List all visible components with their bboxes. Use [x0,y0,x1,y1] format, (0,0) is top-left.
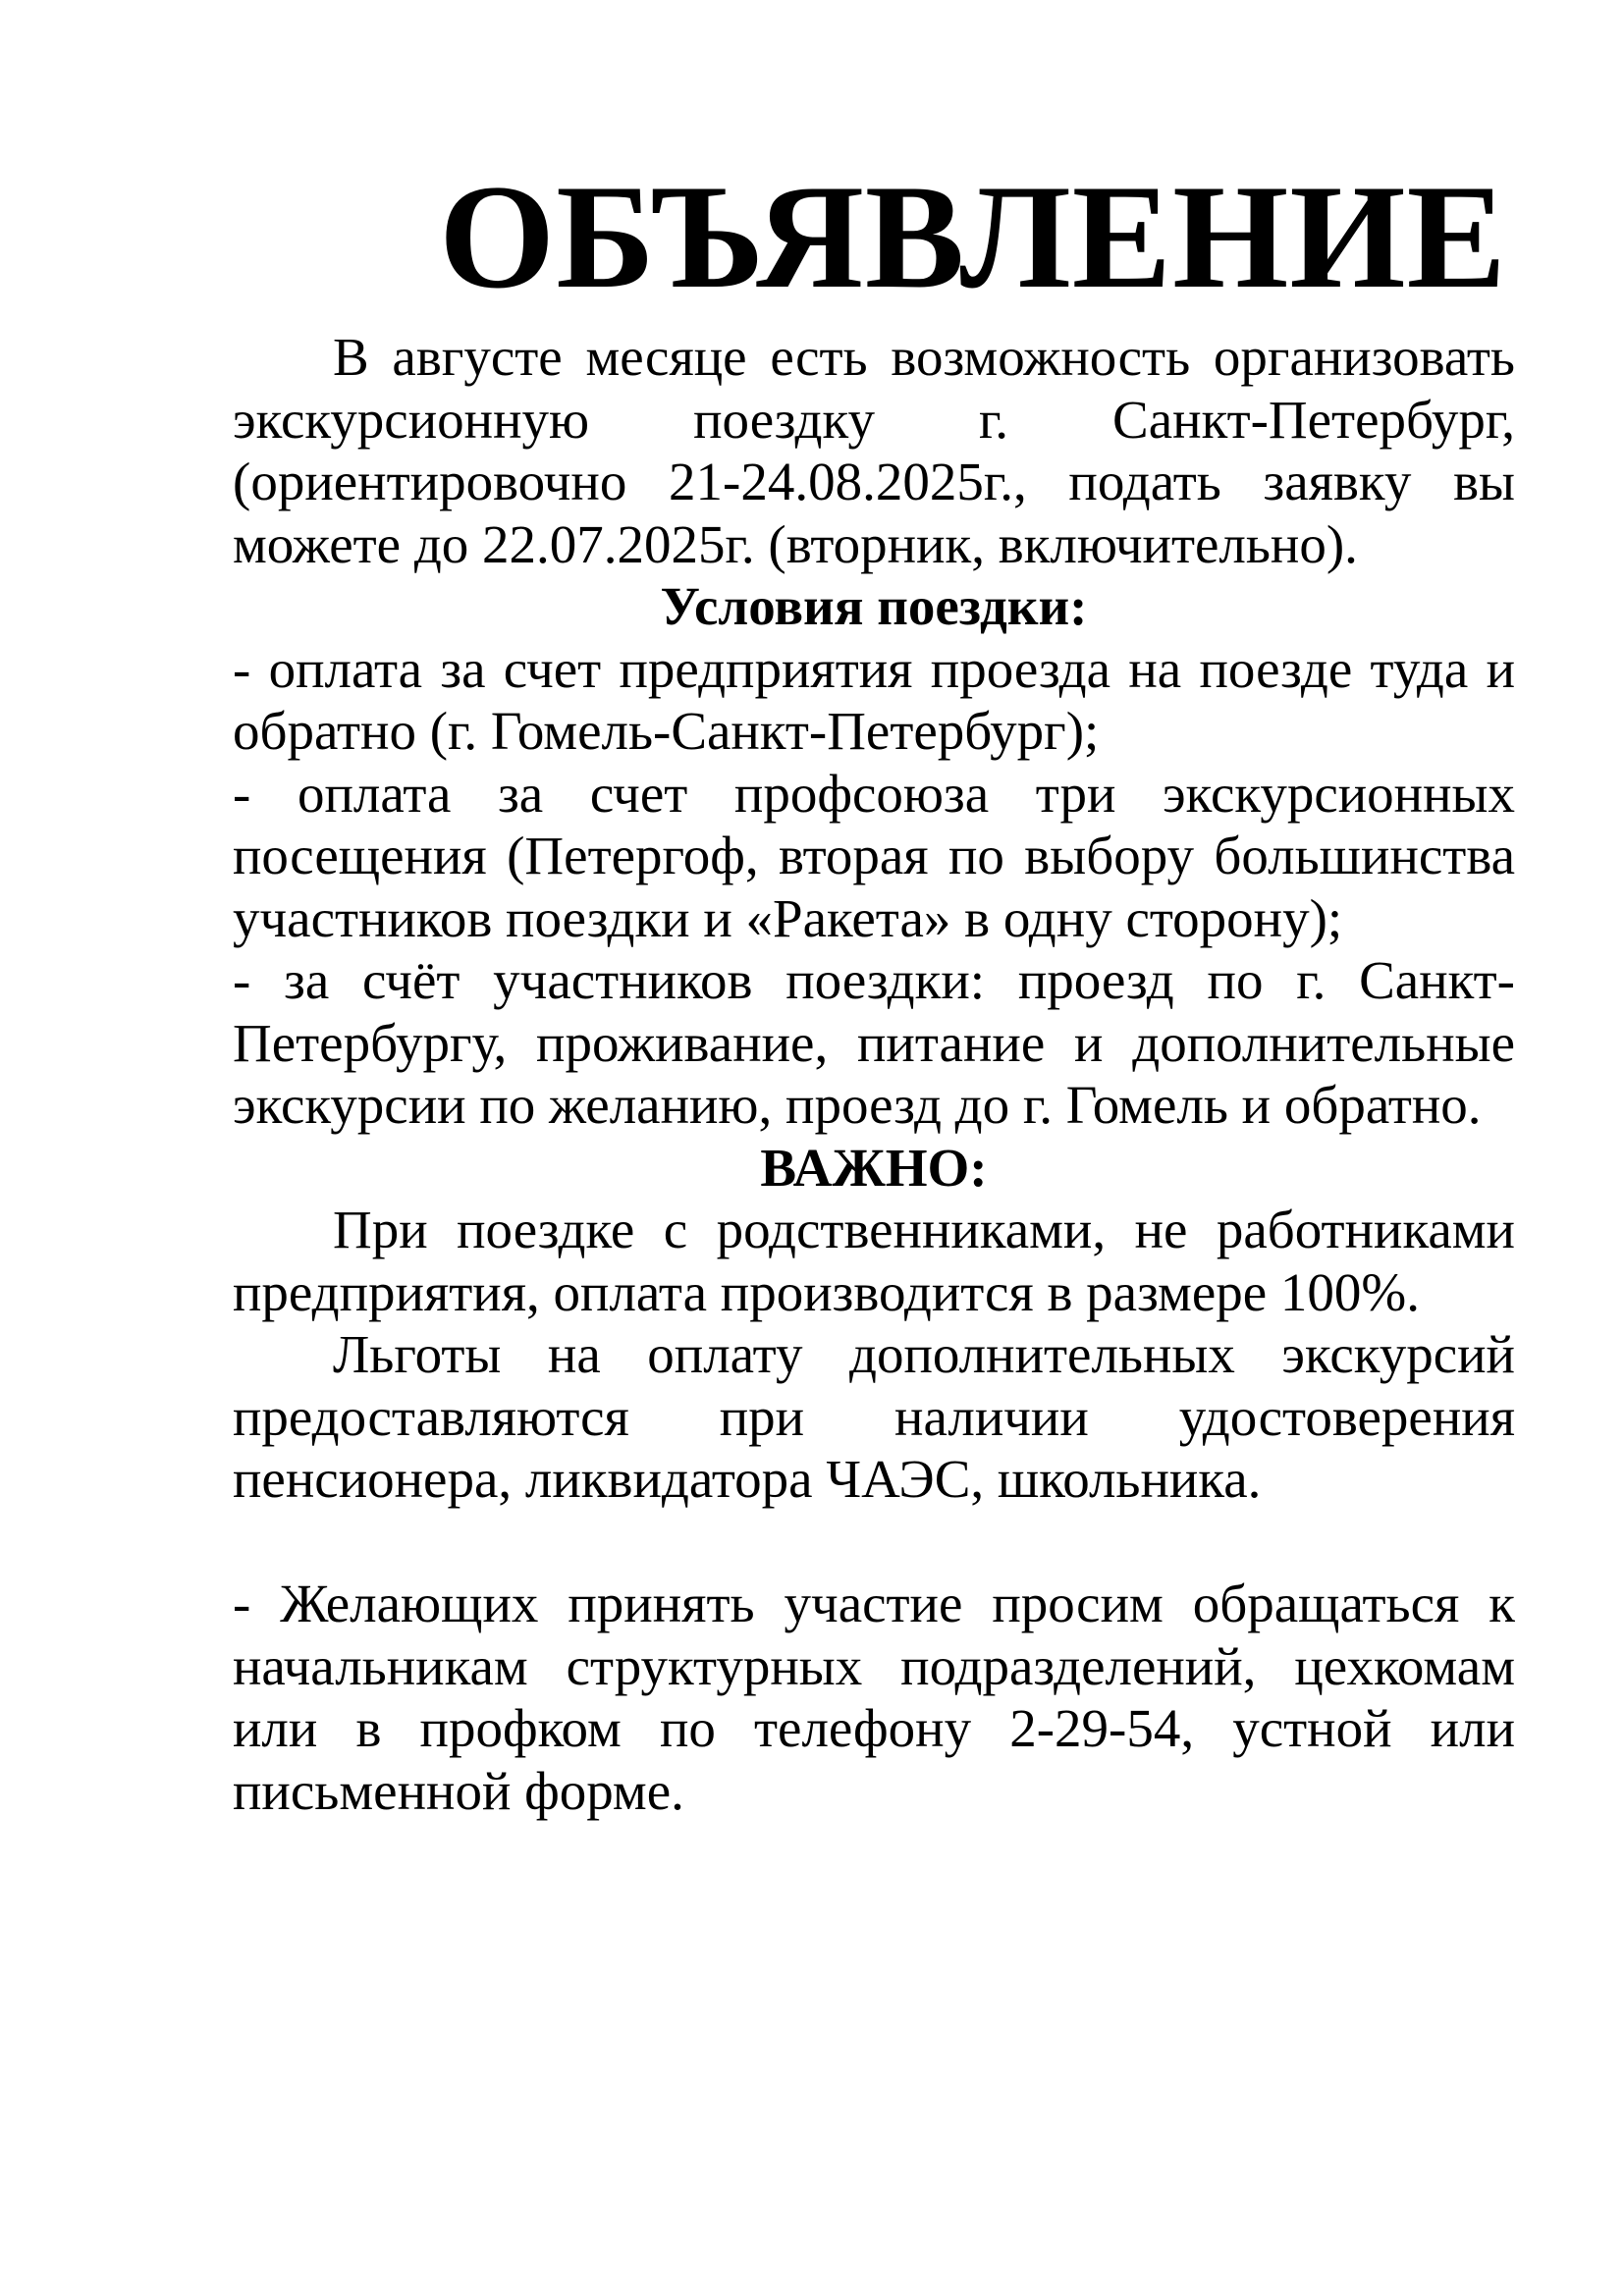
important-heading: ВАЖНО: [760,1137,988,1198]
blank-line [233,1511,1515,1574]
important-paragraph: При поездке с родственниками, не работниками предприятия, оплата производится в размере 100%. [233,1200,1515,1322]
condition-item: - за счёт участников поездки: проезд по г. Санкт-Петербургу, проживание, питание и дополнительные экскурсии по желанию, проезд до г. Гомель и обратно. [233,950,1515,1135]
announcement-body [233,326,1515,1822]
conditions-heading: Условия поездки: [660,576,1088,636]
intro-paragraph: В августе месяце есть возможность организовать экскурсионную поездку г. Санкт-Петербург, (ориентировочно 21-24.08.2025г., подать заявку вы можете до 22.07.2025г. (вторник, включительно). [233,327,1515,574]
contact-paragraph: - Желающих принять участие просим обращаться к начальникам структурных подразделений, цехкомам или в профком по телефону 2-29-54, устной или письменной форме. [233,1574,1515,1821]
condition-item: - оплата за счет профсоюза три экскурсионных посещения (Петергоф, вторая по выбору большинства участников поездки и «Ракета» в одну сторону); [233,763,1515,948]
important-paragraph: Льготы на оплату дополнительных экскурсий предоставляются при наличии удостоверения пенсионера, ликвидатора ЧАЭС, школьника. [233,1324,1515,1509]
announcement [233,147,1515,1822]
condition-item: - оплата за счет предприятия проезда на поезде туда и обратно (г. Гомель-Санкт-Петербург); [233,638,1515,761]
announcement-title: ОБЪЯВЛЕНИЕ [439,154,1507,319]
